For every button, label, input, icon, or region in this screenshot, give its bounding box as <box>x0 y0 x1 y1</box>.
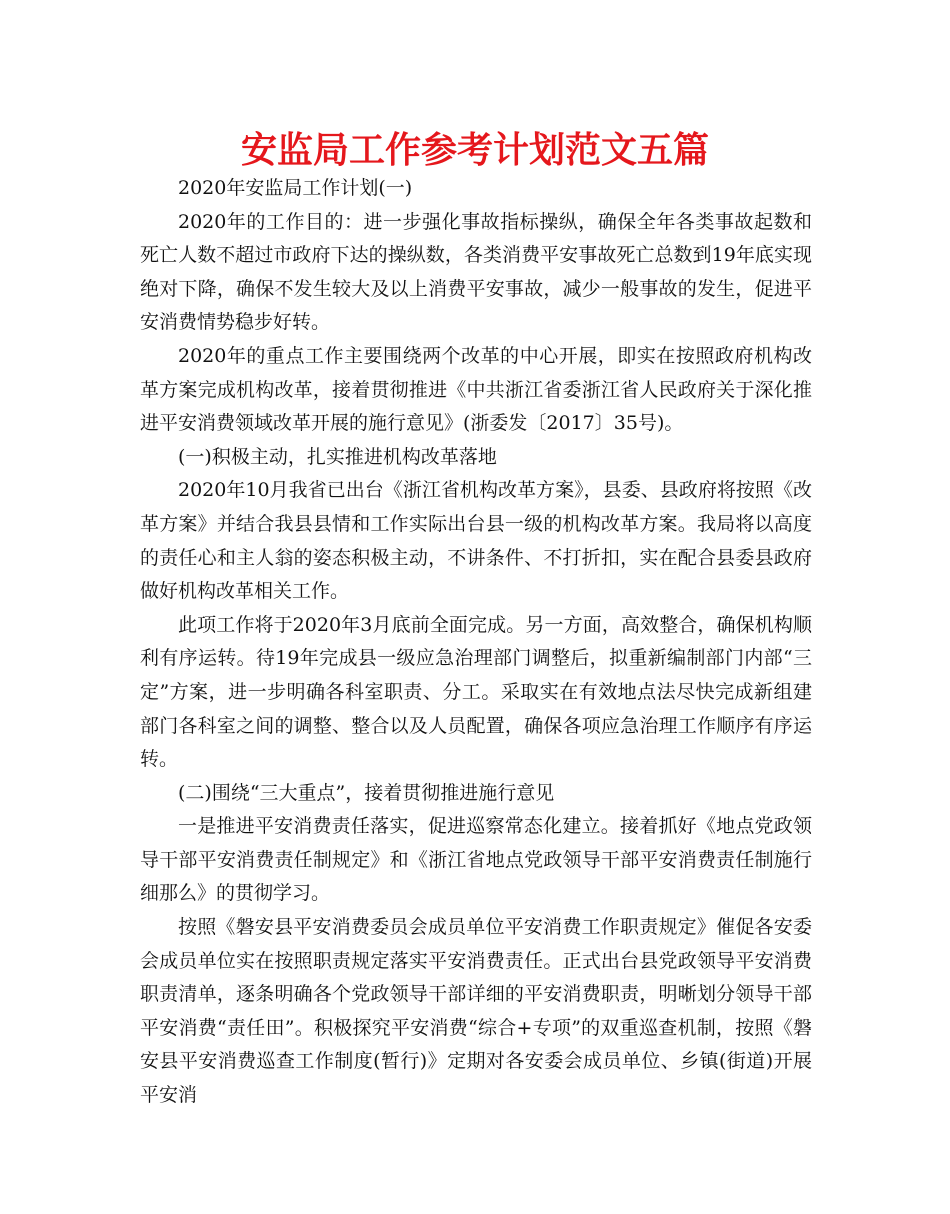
document-title: 安监局工作参考计划范文五篇 <box>240 130 709 171</box>
paragraph: 2020年的重点工作主要围绕两个改革的中心开展，即实在按照政府机构改革方案完成机构改革，接着贯彻推进《中共浙江省委浙江省人民政府关于深化推进平安消费领域改革开展的施行意见》(浙委发〔2017〕35号)。 <box>140 344 812 435</box>
paragraph: 按照《磐安县平安消费委员会成员单位平安消费工作职责规定》催促各安委会成员单位实在按照职责规定落实平安消费责任。正式出台县党政领导平安消费职责清单，逐条明确各个党政领导干部详细的平安消费职责，明晰划分领导干部平安消费“责任田”。积极探究平安消费“综合+专项”的双重巡查机制，按照《磐安县平安消费巡查工作制度(暂行)》定期对各安委会成员单位、乡镇(街道)开展平安消 <box>140 916 812 1107</box>
paragraph: 2020年的工作目的：进一步强化事故指标操纵，确保全年各类事故起数和死亡人数不超过市政府下达的操纵数，各类消费平安事故死亡总数到19年底实现绝对下降，确保不发生较大及以上消费平安事故，减少一般事故的发生，促进平安消费情势稳步好转。 <box>140 210 812 334</box>
section-heading: 2020年安监局工作计划(一) <box>178 177 413 199</box>
section-heading: (二)围绕“三大重点”，接着贯彻推进施行意见 <box>178 781 555 804</box>
paragraph: 此项工作将于2020年3月底前全面完成。另一方面，高效整合，确保机构顺利有序运转。待19年完成县一级应急治理部门调整后，拟重新编制部门内部“三定”方案，进一步明确各科室职责、分工。采取实在有效地点法尽快完成新组建部门各科室之间的调整、整合以及人员配置，确保各项应急治理工作顺序有序运转。 <box>140 613 812 771</box>
document-body <box>140 172 812 1113</box>
paragraph: 2020年10月我省已出台《浙江省机构改革方案》，县委、县政府将按照《改革方案》并结合我县县情和工作实际出台县一级的机构改革方案。我局将以高度的责任心和主人翁的姿态积极主动，不讲条件、不打折扣，实在配合县委县政府做好机构改革相关工作。 <box>140 479 812 603</box>
paragraph: 一是推进平安消费责任落实，促进巡察常态化建立。接着抓好《地点党政领导干部平安消费责任制规定》和《浙江省地点党政领导干部平安消费责任制施行细那么》的贯彻学习。 <box>140 815 812 905</box>
section-heading: (一)积极主动，扎实推进机构改革落地 <box>178 445 497 468</box>
